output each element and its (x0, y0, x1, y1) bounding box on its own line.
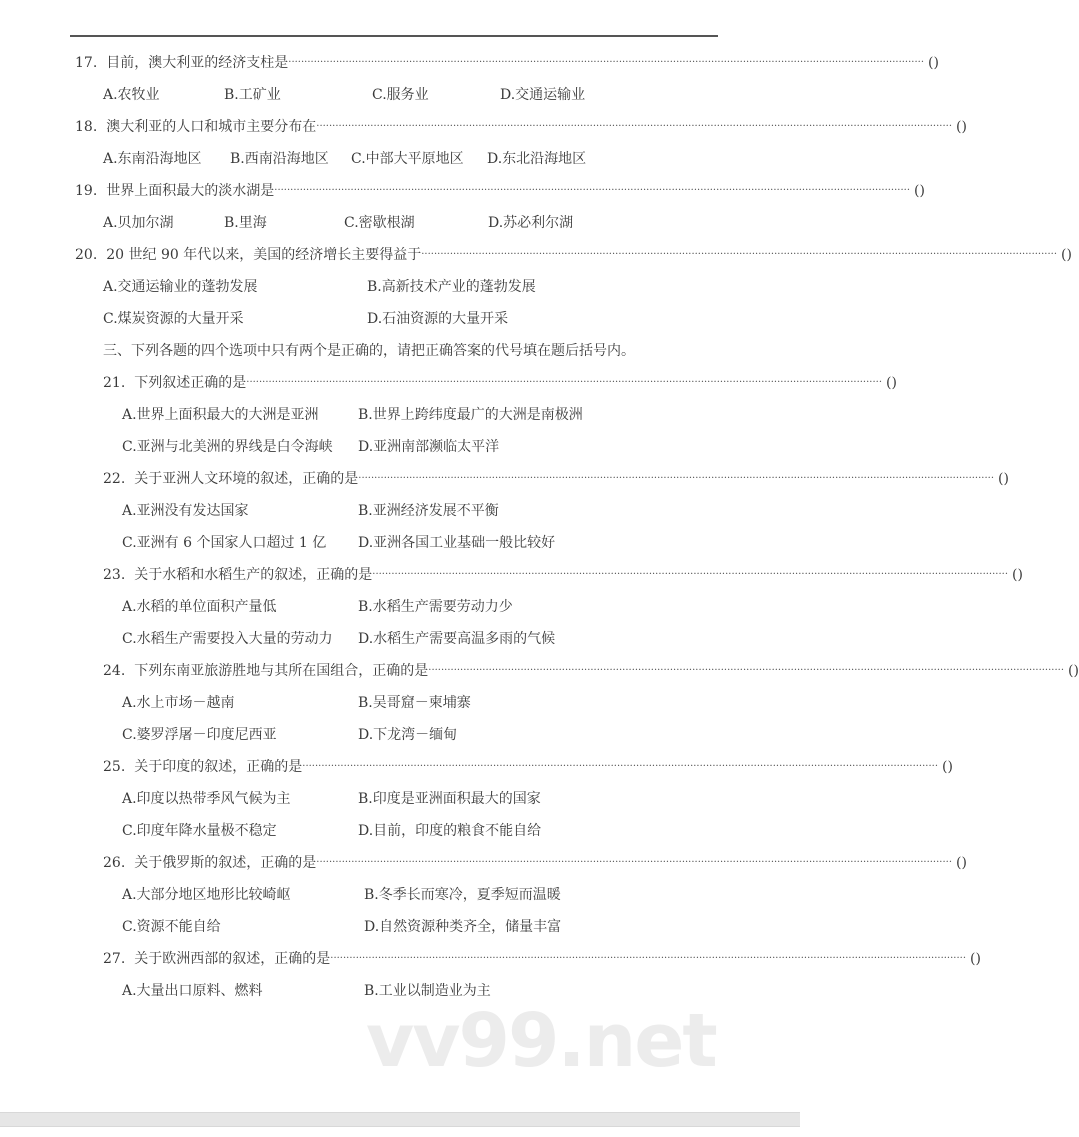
option: A.农牧业 (103, 87, 160, 103)
option: C.服务业 (372, 87, 429, 103)
dot-leader: ········································································································································································································ (316, 121, 953, 132)
option: B.吴哥窟－柬埔寨 (358, 695, 471, 711)
option: B.亚洲经济发展不平衡 (358, 503, 499, 519)
option: C.密歇根湖 (344, 215, 415, 231)
answer-blank[interactable] (1061, 245, 1072, 265)
option: A.东南沿海地区 (103, 151, 202, 167)
option: A.交通运输业的蓬勃发展 (103, 279, 258, 295)
option: B.工矿业 (224, 87, 281, 103)
open-paren: ( (998, 471, 1004, 487)
question-line (103, 373, 897, 393)
close-paren: ) (933, 55, 939, 71)
open-paren: ( (970, 951, 976, 967)
question-line (103, 661, 1079, 681)
dot-leader: ········································································································································································································ (428, 665, 1065, 676)
option: D.下龙湾－缅甸 (358, 727, 458, 743)
option: B.里海 (224, 215, 267, 231)
dot-leader: ········································································································································································································ (302, 761, 939, 772)
answer-blank[interactable] (998, 469, 1009, 489)
open-paren: ( (928, 55, 934, 71)
header-rule (70, 35, 718, 37)
option: A.大量出口原料、燃料 (122, 983, 263, 999)
option: C.婆罗浮屠－印度尼西亚 (122, 727, 277, 743)
option: C.亚洲与北美洲的界线是白令海峡 (122, 439, 333, 455)
dot-leader: ········································································································································································································ (246, 377, 883, 388)
option: A.贝加尔湖 (103, 215, 174, 231)
option: D.自然资源种类齐全，储量丰富 (364, 919, 562, 935)
dot-leader: ········································································································································································································ (274, 185, 911, 196)
question-text: 世界上面积最大的淡水湖是 (106, 183, 275, 199)
answer-blank[interactable] (970, 949, 981, 969)
page-separator (0, 1112, 800, 1127)
question-number: 21. (103, 375, 126, 391)
open-paren: ( (942, 759, 948, 775)
question-text: 关于俄罗斯的叙述，正确的是 (134, 855, 317, 871)
option: B.世界上跨纬度最广的大洲是南极洲 (358, 407, 583, 423)
answer-blank[interactable] (956, 117, 967, 137)
option: D.亚洲南部濒临太平洋 (358, 439, 500, 455)
close-paren: ) (961, 119, 967, 135)
open-paren: ( (914, 183, 920, 199)
close-paren: ) (947, 759, 953, 775)
open-paren: ( (1012, 567, 1018, 583)
option: D.交通运输业 (500, 87, 586, 103)
option: A.大部分地区地形比较崎岖 (122, 887, 291, 903)
dot-leader: ········································································································································································································ (358, 473, 995, 484)
watermark: vv99.net (366, 998, 716, 1084)
question-line (103, 949, 981, 969)
option: A.水稻的单位面积产量低 (122, 599, 277, 615)
question-text: 关于欧洲西部的叙述，正确的是 (134, 951, 331, 967)
close-paren: ) (919, 183, 925, 199)
question-number: 20. (75, 247, 98, 263)
question-number: 23. (103, 567, 126, 583)
question-number: 22. (103, 471, 126, 487)
question-number: 18. (75, 119, 98, 135)
option: D.亚洲各国工业基础一般比较好 (358, 535, 556, 551)
question-line (103, 757, 953, 777)
option: C.印度年降水量极不稳定 (122, 823, 277, 839)
answer-blank[interactable] (956, 853, 967, 873)
close-paren: ) (891, 375, 897, 391)
close-paren: ) (1017, 567, 1023, 583)
question-line (103, 469, 1009, 489)
option: C.水稻生产需要投入大量的劳动力 (122, 631, 333, 647)
option: B.水稻生产需要劳动力少 (358, 599, 513, 615)
option: A.亚洲没有发达国家 (122, 503, 249, 519)
question-number: 25. (103, 759, 126, 775)
question-line (75, 117, 967, 137)
option: D.水稻生产需要高温多雨的气候 (358, 631, 556, 647)
close-paren: ) (1066, 247, 1072, 263)
question-number: 24. (103, 663, 126, 679)
question-line (103, 565, 1023, 585)
option: D.苏必利尔湖 (488, 215, 574, 231)
question-text: 20 世纪 90 年代以来，美国的经济增长主要得益于 (106, 247, 422, 263)
answer-blank[interactable] (928, 53, 939, 73)
question-text: 关于印度的叙述，正确的是 (134, 759, 303, 775)
option: C.中部大平原地区 (351, 151, 464, 167)
option: A.水上市场－越南 (122, 695, 235, 711)
answer-blank[interactable] (1068, 661, 1079, 681)
question-line (75, 245, 1072, 265)
option: B.印度是亚洲面积最大的国家 (358, 791, 541, 807)
dot-leader: ········································································································································································································ (288, 57, 925, 68)
option: A.世界上面积最大的大洲是亚洲 (122, 407, 319, 423)
question-text: 下列东南亚旅游胜地与其所在国组合，正确的是 (134, 663, 429, 679)
question-number: 26. (103, 855, 126, 871)
option: D.东北沿海地区 (487, 151, 587, 167)
question-text: 澳大利亚的人口和城市主要分布在 (106, 119, 317, 135)
section-three-heading: 三、下列各题的四个选项中只有两个是正确的，请把正确答案的代号填在题后括号内。 (103, 343, 635, 359)
close-paren: ) (961, 855, 967, 871)
question-text: 下列叙述正确的是 (134, 375, 247, 391)
question-text: 关于亚洲人文环境的叙述，正确的是 (134, 471, 359, 487)
option: B.高新技术产业的蓬勃发展 (367, 279, 536, 295)
option: C.煤炭资源的大量开采 (103, 311, 244, 327)
dot-leader: ········································································································································································································ (421, 249, 1057, 260)
open-paren: ( (956, 119, 962, 135)
dot-leader: ········································································································································································································ (372, 569, 1009, 580)
close-paren: ) (975, 951, 981, 967)
open-paren: ( (956, 855, 962, 871)
option: B.西南沿海地区 (230, 151, 329, 167)
open-paren: ( (886, 375, 892, 391)
close-paren: ) (1003, 471, 1009, 487)
dot-leader: ········································································································································································································ (316, 857, 953, 868)
question-number: 27. (103, 951, 126, 967)
option: B.工业以制造业为主 (364, 983, 491, 999)
option: D.目前，印度的粮食不能自给 (358, 823, 542, 839)
question-line (75, 53, 939, 73)
question-text: 关于水稻和水稻生产的叙述，正确的是 (134, 567, 373, 583)
question-number: 19. (75, 183, 98, 199)
question-line (75, 181, 925, 201)
option: D.石油资源的大量开采 (367, 311, 509, 327)
answer-blank[interactable] (886, 373, 897, 393)
open-paren: ( (1068, 663, 1074, 679)
open-paren: ( (1061, 247, 1067, 263)
question-number: 17. (75, 55, 98, 71)
answer-blank[interactable] (1012, 565, 1023, 585)
question-text: 目前，澳大利亚的经济支柱是 (106, 55, 289, 71)
close-paren: ) (1073, 663, 1079, 679)
option: C.亚洲有 6 个国家人口超过 1 亿 (122, 535, 327, 551)
answer-blank[interactable] (914, 181, 925, 201)
dot-leader: ········································································································································································································ (330, 953, 967, 964)
question-line (103, 853, 967, 873)
answer-blank[interactable] (942, 757, 953, 777)
option: A.印度以热带季风气候为主 (122, 791, 291, 807)
option: C.资源不能自给 (122, 919, 221, 935)
option: B.冬季长而寒冷，夏季短而温暖 (364, 887, 561, 903)
